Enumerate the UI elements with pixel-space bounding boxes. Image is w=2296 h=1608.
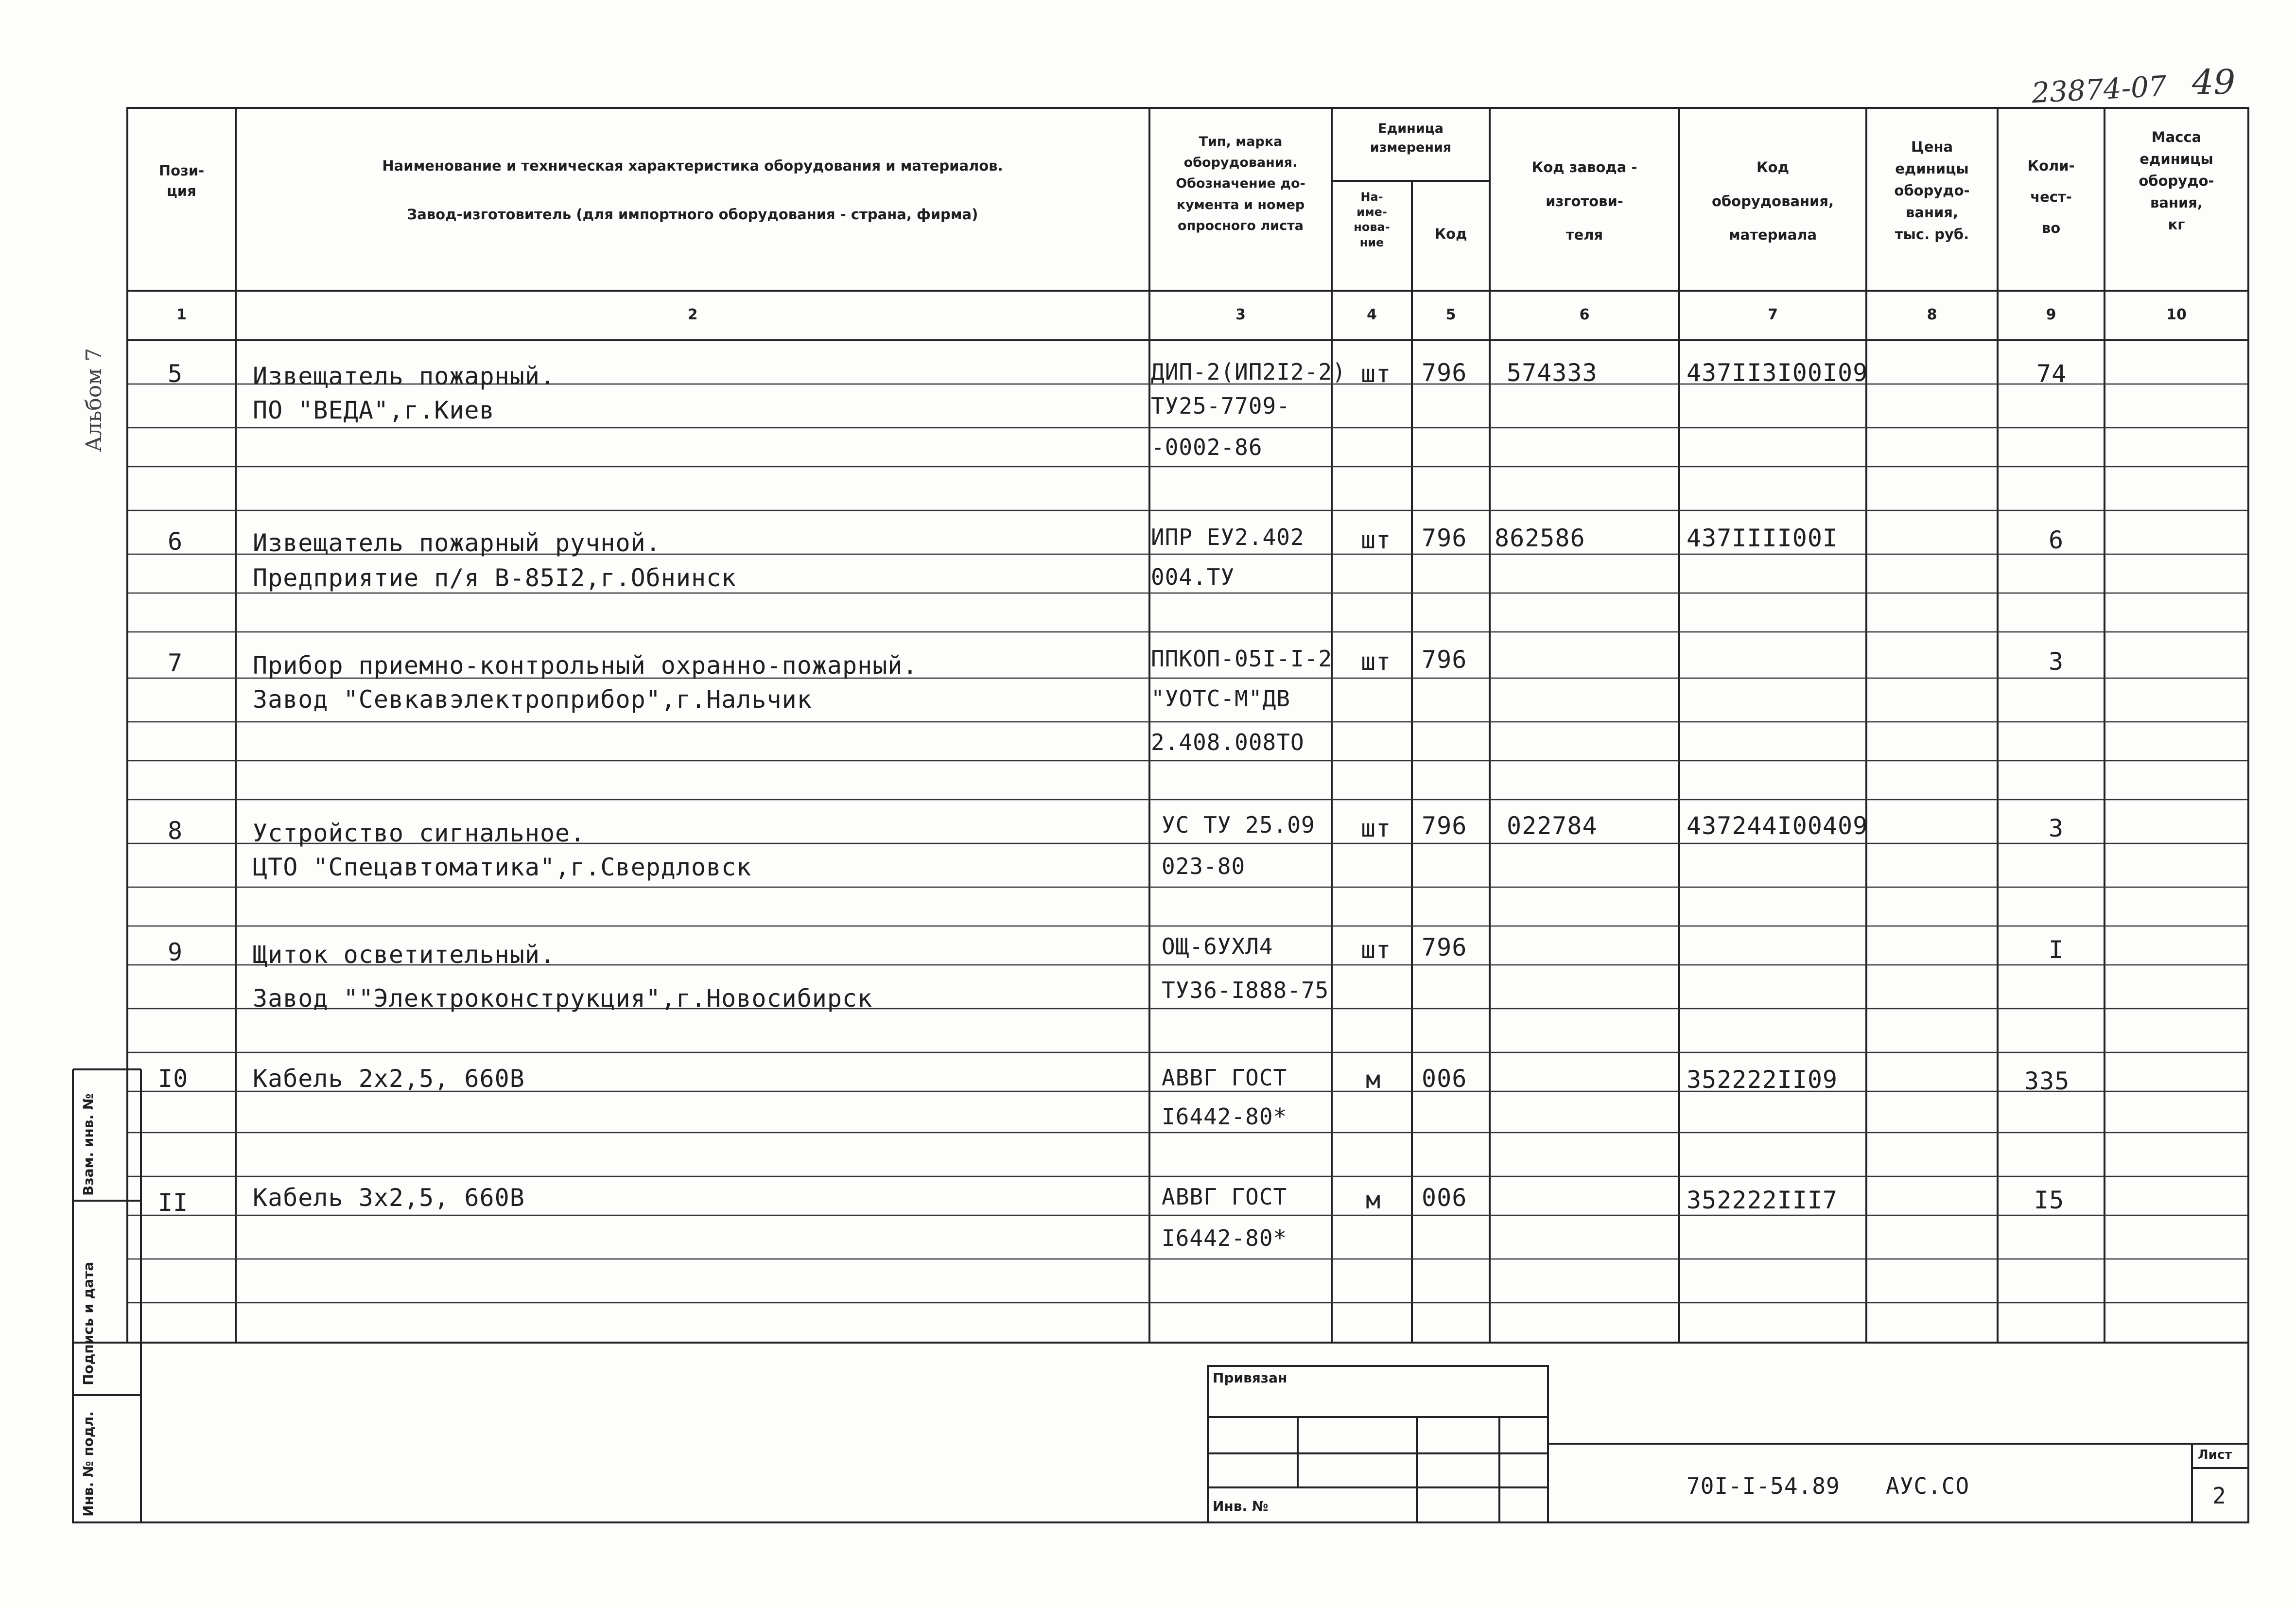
item-10-pos: I0 — [158, 1065, 189, 1093]
item-7-name: Прибор приемно-контрольный охранно-пожарный. — [253, 651, 918, 680]
side-vzam-inv: Взам. инв. № — [80, 1093, 96, 1196]
col-number-2: 2 — [687, 306, 698, 323]
item-10-qty: 335 — [2024, 1067, 2070, 1095]
item-11-type-1: АВВГ ГОСТ — [1162, 1184, 1287, 1210]
header-type: Тип, марка оборудования. Обозначение до- кумента и номер опросного листа — [1176, 134, 1305, 233]
item-6-pos: 6 — [168, 527, 183, 556]
item-5-plant-code: 574333 — [1507, 359, 1598, 387]
stamp-designation: 70I-I-54.89 — [1687, 1473, 1840, 1499]
handwritten-sheet-number: 49 — [2192, 62, 2236, 102]
item-7-type-1: ППКОП-05I-I-2 — [1151, 646, 1333, 672]
item-8-maker: ЦТО "Спецавтоматика",г.Свердловск — [253, 853, 752, 881]
col-number-3: 3 — [1235, 306, 1246, 323]
stamp-privyazan: Привязан — [1213, 1370, 1287, 1386]
item-5-pos: 5 — [168, 360, 183, 388]
header-unit-code: Код — [1434, 226, 1467, 242]
col-number-7: 7 — [1768, 306, 1778, 323]
col-number-5: 5 — [1445, 306, 1456, 323]
item-8-qty: 3 — [2049, 814, 2064, 842]
col-number-9: 9 — [2046, 306, 2056, 323]
item-6-type-1: ИПР ЕУ2.402 — [1151, 524, 1305, 550]
item-5-equip-code: 437II3I00I09 — [1687, 359, 1868, 387]
item-9-type-1: ОЩ-6УХЛ4 — [1162, 933, 1273, 960]
item-5-type-2: ТУ25-7709- — [1151, 393, 1290, 419]
item-7-type-3: 2.408.008ТО — [1151, 729, 1305, 755]
item-10-unit-code: 006 — [1422, 1065, 1467, 1093]
item-6-type-2: 004.ТУ — [1151, 564, 1235, 590]
item-9-qty: I — [2049, 936, 2064, 964]
item-7-maker: Завод "Севкавэлектроприбор",г.Нальчик — [253, 685, 812, 714]
item-6-equip-code: 437IIII00I — [1687, 524, 1838, 552]
col-number-6: 6 — [1579, 306, 1590, 323]
item-7-unit: шт — [1361, 647, 1392, 676]
item-11-qty: I5 — [2034, 1186, 2065, 1214]
album-label: Альбом 7 — [82, 348, 106, 452]
header-name-line2: Завод-изготовитель (для импортного оборудования - страна, фирма) — [407, 206, 978, 223]
item-10-name: Кабель 2х2,5, 660В — [253, 1065, 525, 1093]
item-9-unit-code: 796 — [1422, 933, 1467, 961]
header-unit-group: Единица измерения — [1370, 121, 1452, 156]
item-11-equip-code: 352222III7 — [1687, 1186, 1838, 1214]
item-11-unit: м — [1366, 1186, 1381, 1214]
item-8-unit: шт — [1361, 814, 1392, 842]
stamp-sheet-number: 2 — [2212, 1483, 2226, 1509]
item-5-maker: ПО "ВЕДА",г.Киев — [253, 396, 495, 424]
item-11-name: Кабель 3х2,5, 660В — [253, 1184, 525, 1212]
item-10-type-1: АВВГ ГОСТ — [1162, 1065, 1287, 1091]
item-5-unit: шт — [1361, 360, 1392, 388]
item-7-pos: 7 — [168, 649, 183, 677]
side-podpis-data: Подпись и дата — [80, 1261, 96, 1385]
header-price: Цена единицы оборудо- вания, тыс. руб. — [1894, 139, 1970, 243]
item-6-unit: шт — [1361, 526, 1392, 554]
stamp-sheet-label: Лист — [2198, 1448, 2232, 1462]
item-10-equip-code: 352222II09 — [1687, 1066, 1838, 1094]
item-9-pos: 9 — [168, 938, 183, 966]
side-inv-podl: Инв. № подл. — [80, 1411, 96, 1517]
item-6-qty: 6 — [2049, 526, 2064, 554]
item-11-type-2: I6442-80* — [1162, 1225, 1287, 1251]
header-plant-code: Код завода - изготови- теля — [1531, 159, 1637, 244]
item-9-maker: Завод ""Электроконструкция",г.Новосибирск — [253, 984, 873, 1013]
item-6-plant-code: 862586 — [1495, 524, 1585, 552]
item-7-unit-code: 796 — [1422, 646, 1467, 674]
col-number-1: 1 — [176, 306, 187, 323]
item-6-maker: Предприятие п/я В-85I2,г.Обнинск — [253, 564, 737, 592]
item-5-type-1: ДИП-2(ИП2I2-2) — [1151, 359, 1346, 385]
item-5-type-3: -0002-86 — [1151, 434, 1263, 460]
header-equipment-code: Код оборудования, материала — [1711, 159, 1834, 244]
item-7-qty: 3 — [2049, 647, 2064, 676]
stamp-section: АУС.СО — [1886, 1473, 1970, 1499]
item-8-pos: 8 — [168, 817, 183, 845]
item-7-type-2: "УОТС-М"ДВ — [1151, 685, 1290, 712]
stamp-inv-no: Инв. № — [1213, 1498, 1269, 1514]
item-6-name: Извещатель пожарный ручной. — [253, 529, 661, 557]
item-8-name: Устройство сигнальное. — [253, 819, 586, 847]
item-10-unit: м — [1366, 1066, 1381, 1094]
header-position: Пози- ция — [158, 162, 205, 200]
item-8-equip-code: 437244I00409 — [1687, 812, 1868, 840]
item-11-unit-code: 006 — [1422, 1184, 1467, 1212]
item-8-type-1: УС ТУ 25.09 — [1162, 812, 1315, 838]
item-6-unit-code: 796 — [1422, 524, 1467, 552]
item-5-qty: 74 — [2036, 360, 2067, 388]
col-number-10: 10 — [2166, 306, 2187, 323]
item-10-type-2: I6442-80* — [1162, 1103, 1287, 1130]
col-number-8: 8 — [1927, 306, 1937, 323]
item-5-name: Извещатель пожарный. — [253, 362, 556, 390]
header-quantity: Коли- чест- во — [2027, 157, 2075, 236]
item-8-type-2: 023-80 — [1162, 853, 1246, 879]
item-11-pos: II — [158, 1189, 189, 1217]
item-9-unit: шт — [1361, 936, 1392, 964]
item-9-name: Щиток осветительный. — [253, 941, 556, 969]
header-mass: Масса единицы оборудо- вания, кг — [2139, 129, 2214, 233]
header-name-line1: Наименование и техническая характеристика оборудования и материалов. — [382, 157, 1003, 174]
handwritten-doc-number: 23874-07 — [2031, 69, 2168, 110]
header-unit-name: На- име- нова- ние — [1354, 190, 1390, 249]
item-5-unit-code: 796 — [1422, 359, 1467, 387]
item-9-type-2: ТУ36-I888-75 — [1162, 977, 1329, 1003]
item-8-plant-code: 022784 — [1507, 812, 1598, 840]
col-number-4: 4 — [1367, 306, 1377, 323]
item-8-unit-code: 796 — [1422, 812, 1467, 840]
